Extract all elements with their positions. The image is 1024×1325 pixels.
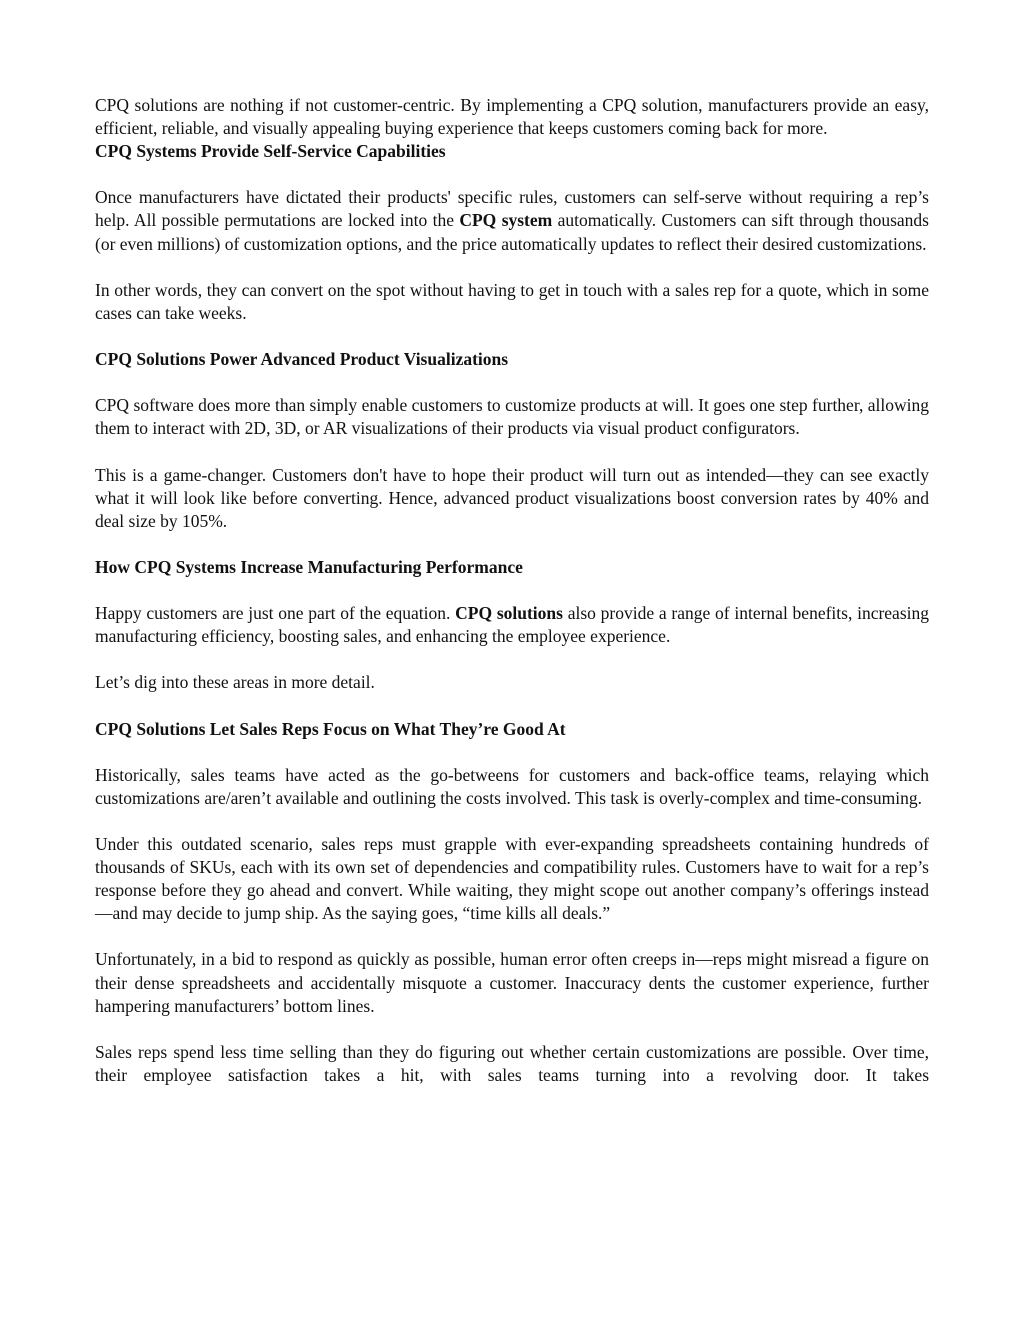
self-service-paragraph [95, 186, 929, 255]
cpq-system-link[interactable]: CPQ system [459, 210, 553, 231]
paragraph-gap [95, 741, 929, 764]
historically-paragraph: Historically, sales teams have acted as the go-betweens for customers and back-office teams, relaying which customizations are/aren’t available and outlining the costs involved. This task is overly-complex and time-consuming. [95, 764, 929, 808]
paragraph-gap [95, 533, 929, 556]
paragraph-gap [95, 1018, 929, 1041]
other-words-paragraph: In other words, they can convert on the spot without having to get in touch with a sales rep for a quote, which in some cases can take weeks. [95, 279, 929, 323]
paragraph-gap [95, 579, 929, 602]
game-changer-paragraph: This is a game-changer. Customers don't have to hope their product will turn out as intended—they can see exactly what it will look like before converting. Hence, advanced product visualizations boost conversion rates by 40% and deal size by 105%. [95, 464, 929, 531]
self-service-text-a: Once manufacturers have dictated their products' specific rules, customers can self-serve without requiring a rep’s help. All possible permutations are locked into the [95, 187, 929, 231]
paragraph-gap [95, 325, 929, 348]
heading-performance: How CPQ Systems Increase Manufacturing Performance [95, 556, 523, 577]
visualizations-paragraph: CPQ software does more than simply enable customers to customize products at will. It goes one step further, allowing them to interact with 2D, 3D, or AR visualizations of their products via visual product configurators. [95, 395, 929, 439]
paragraph-gap [95, 925, 929, 948]
self-service-text-b: automatically. Customers can sift through thousands (or even millions) of customization options, and the price automatically updates to reflect their desired customizations. [95, 210, 929, 254]
paragraph-gap [95, 810, 929, 833]
unfortunately-paragraph: Unfortunately, in a bid to respond as quickly as possible, human error often creeps in—reps might misread a figure on their dense spreadsheets and accidentally misquote a customer. Inaccuracy dents the customer experience, further hampering manufacturers’ bottom lines. [95, 949, 929, 1016]
heading-visualizations: CPQ Solutions Power Advanced Product Visualizations [95, 349, 509, 370]
paragraph-gap [95, 256, 929, 279]
cpq-solutions-link[interactable]: CPQ solutions [455, 603, 563, 624]
heading-self-service: CPQ Systems Provide Self-Service Capabilities [95, 141, 446, 162]
heading-sales-reps: CPQ Solutions Let Sales Reps Focus on What They’re Good At [95, 718, 566, 739]
happy-text-a: Happy customers are just one part of the equation. [95, 603, 456, 624]
outdated-scenario-paragraph: Under this outdated scenario, sales reps must grapple with ever-expanding spreadsheets containing hundreds of thousands of SKUs, each with its own set of dependencies and compatibility rules. Customers have to wait for a rep’s response before they go ahead and convert. While waiting, they might scope out another company’s offerings instead—and may decide to jump ship. As the saying goes, “time kills all deals.” [95, 834, 929, 924]
happy-customers-paragraph [95, 602, 929, 648]
document-page [95, 94, 929, 1087]
paragraph-gap [95, 163, 929, 186]
paragraph-gap [95, 440, 929, 463]
dig-paragraph: Let’s dig into these areas in more detail. [95, 672, 375, 693]
paragraph-gap [95, 371, 929, 394]
happy-text-b: also provide a range of internal benefits, increasing manufacturing efficiency, boosting sales, and enhancing the employee experience. [95, 603, 929, 647]
sales-time-paragraph: Sales reps spend less time selling than they do figuring out whether certain customizations are possible. Over time, their employee satisfaction takes a hit, with sales teams turning into a revolving door. It takes [95, 1041, 929, 1085]
paragraph-gap [95, 694, 929, 717]
paragraph-gap [95, 648, 929, 671]
intro-paragraph: CPQ solutions are nothing if not customer-centric. By implementing a CPQ solution, manufacturers provide an easy, efficient, reliable, and visually appealing buying experience that keeps customers coming back for more. [95, 95, 929, 139]
